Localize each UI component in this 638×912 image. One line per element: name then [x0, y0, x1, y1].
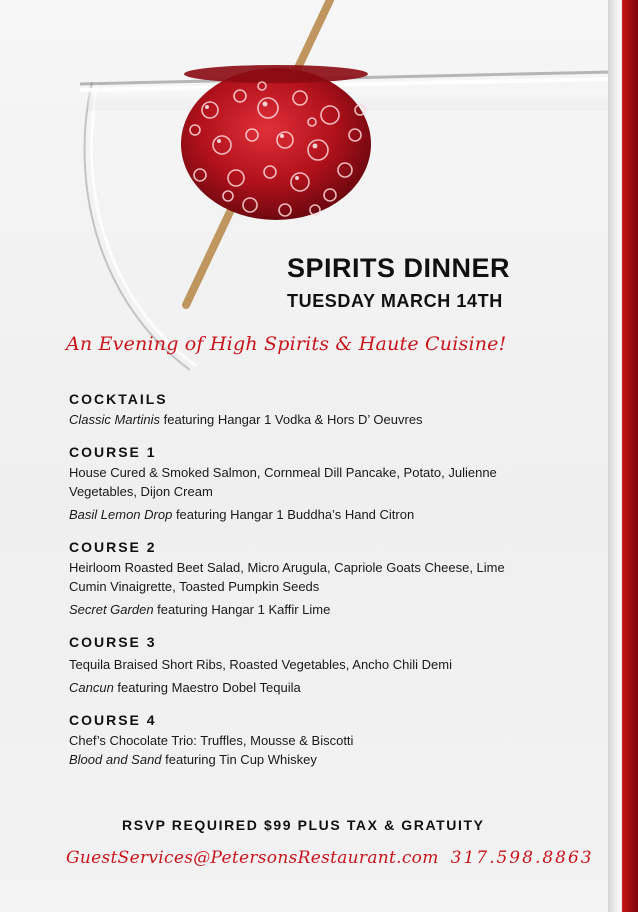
dish-line: Chef’s Chocolate Trio: Truffles, Mousse & Biscotti [69, 733, 354, 748]
event-date: TUESDAY MARCH 14TH [287, 291, 503, 311]
red-side-bar [608, 0, 638, 912]
drink-pairing [69, 750, 599, 769]
drink-detail: featuring Hangar 1 Kaffir Lime [153, 602, 331, 617]
drink-name: Classic Martinis [69, 412, 161, 427]
drink-pairing [69, 505, 599, 524]
section-cocktails [69, 390, 599, 429]
drink-pairing [69, 600, 599, 619]
page-title: SPIRITS DINNER [287, 253, 511, 283]
contact-phone[interactable]: 317.598.8863 [450, 848, 594, 868]
section-title: COCKTAILS [69, 391, 168, 407]
drink-name: Basil Lemon Drop [69, 507, 173, 522]
contact-line [66, 848, 594, 868]
drink-pairing [69, 678, 599, 697]
raspberry-hero-image [0, 0, 610, 380]
dish-line: House Cured & Smoked Salmon, Cornmeal Dill Pancake, Potato, Julienne [69, 465, 497, 480]
section-course-3 [69, 633, 599, 697]
dish-line: Tequila Braised Short Ribs, Roasted Vegetables, Ancho Chili Demi [69, 657, 452, 672]
rsvp-notice: RSVP REQUIRED $99 PLUS TAX & GRATUITY [122, 817, 485, 833]
section-course-1 [69, 443, 599, 524]
dish-line: Heirloom Roasted Beet Salad, Micro Arugula, Capriole Goats Cheese, Lime [69, 560, 505, 575]
tagline: An Evening of High Spirits & Haute Cuisine! [66, 333, 507, 355]
contact-email[interactable]: GuestServices@PetersonsRestaurant.com [66, 848, 439, 868]
drink-name: Secret Garden [69, 602, 154, 617]
section-title: COURSE 4 [69, 712, 157, 728]
drink-name: Blood and Sand [69, 752, 162, 767]
drink-detail: featuring Tin Cup Whiskey [161, 752, 317, 767]
drink-name: Cancun [69, 680, 114, 695]
section-title: COURSE 2 [69, 539, 157, 555]
section-title: COURSE 1 [69, 444, 157, 460]
drink-pairing [69, 410, 599, 429]
section-title: COURSE 3 [69, 634, 157, 650]
drink-detail: featuring Hangar 1 Vodka & Hors D’ Oeuvres [160, 412, 423, 427]
drink-detail: featuring Maestro Dobel Tequila [113, 680, 301, 695]
title-block [287, 252, 510, 312]
menu-list [69, 390, 599, 783]
dish-line: Vegetables, Dijon Cream [69, 484, 213, 499]
drink-detail: featuring Hangar 1 Buddha’s Hand Citron [172, 507, 415, 522]
section-course-4 [69, 711, 599, 769]
section-course-2 [69, 538, 599, 619]
dish-line: Cumin Vinaigrette, Toasted Pumpkin Seeds [69, 579, 320, 594]
